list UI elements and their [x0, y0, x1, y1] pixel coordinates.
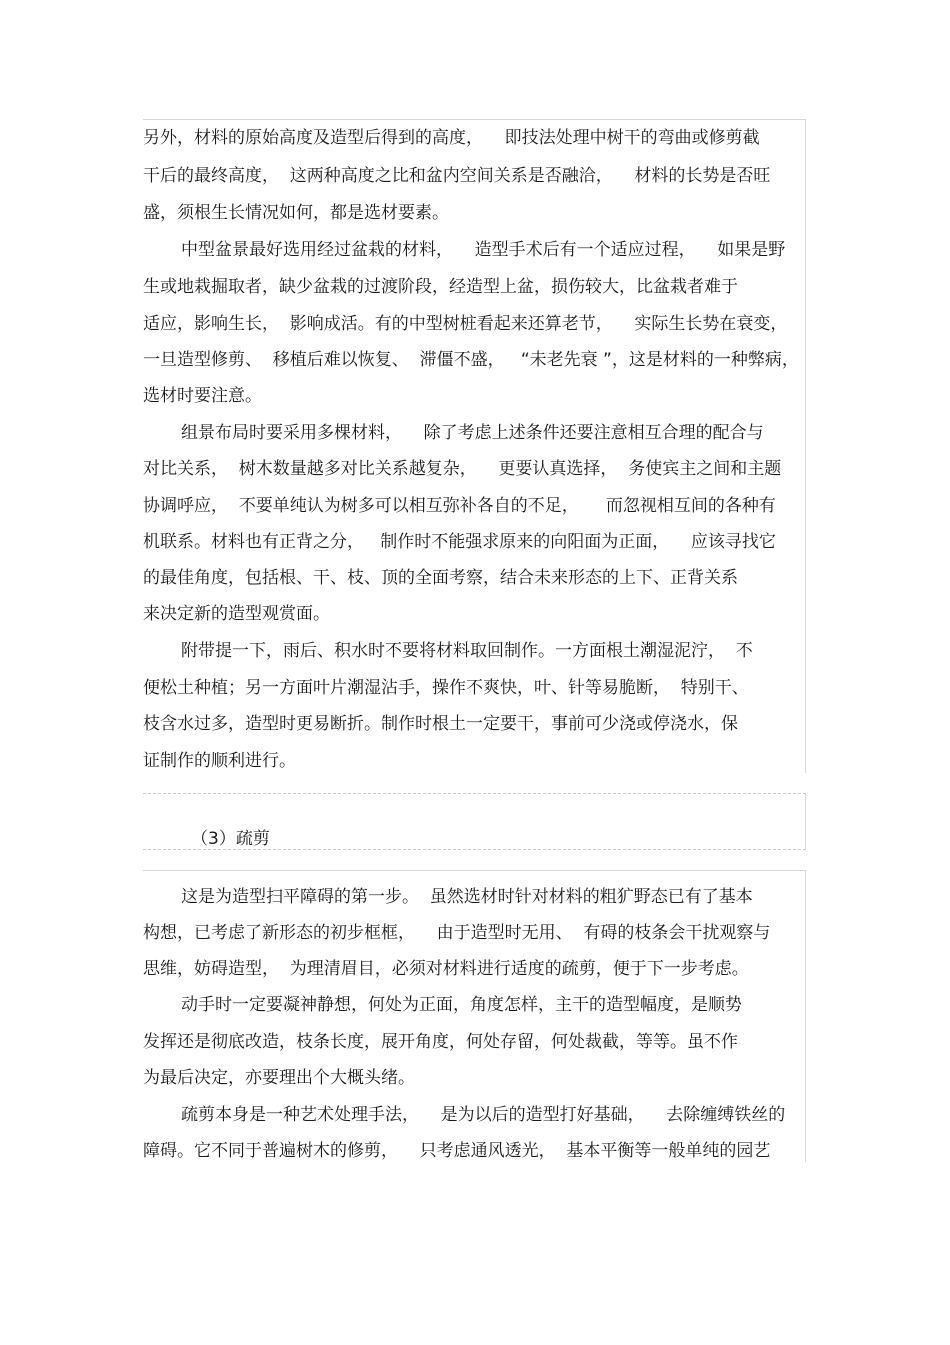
text-line: 的最佳角度，包括根、干、枝、顶的全面考察，结合未来形态的上下、正背关系: [143, 568, 738, 588]
text-line: 思维，妨碍造型， 为理清眉目，必须对材料进行适度的疏剪，便于下一步考虑。: [143, 959, 749, 979]
text-line: 证制作的顺利进行。: [143, 751, 296, 771]
text-line: 为最后决定，亦要理出个大概头绪。: [143, 1068, 415, 1088]
text-line: 选材时要注意。: [143, 386, 262, 406]
text-line: 生或地栽掘取者，缺少盆栽的过渡阶段，经造型上盆，损伤较大，比盆栽者难于: [143, 277, 738, 297]
text-line: 发挥还是彻底改造，枝条长度，展开角度，何处存留，何处裁截，等等。虽不作: [143, 1032, 738, 1052]
text-line: 中型盆景最好选用经过盆栽的材料， 造型手术后有一个适应过程， 如果是野: [181, 240, 786, 260]
text-line: 来决定新的造型观赏面。: [143, 604, 330, 624]
text-line: 机联系。材料也有正背之分， 制作时不能强求原来的向阳面为正面， 应该寻找它: [143, 532, 776, 552]
text-line: 组景布局时要采用多棵材料， 除了考虑上述条件还要注意相互合理的配合与: [181, 423, 764, 443]
text-line: 盛，须根生长情况如何，都是选材要素。: [143, 203, 449, 223]
text-block-2: [143, 870, 806, 1162]
text-line: 疏剪本身是一种艺术处理手法， 是为以后的造型打好基础， 去除缠缚铁丝的: [181, 1105, 786, 1125]
text-line: 适应，影响生长， 影响成活。有的中型树桩看起来还算老节， 实际生长势在衰变，: [143, 314, 788, 334]
text-line: 干后的最终高度， 这两种高度之比和盆内空间关系是否融洽， 材料的长势是否旺: [143, 166, 771, 186]
text-line: 对比关系， 树木数量越多对比关系越复杂， 更要认真选择， 务使宾主之间和主题: [143, 459, 782, 479]
text-line: 另外，材料的原始高度及造型后得到的高度， 即技法处理中树干的弯曲或修剪截: [143, 128, 760, 148]
text-line: 这是为造型扫平障碍的第一步。 虽然选材时针对材料的粗犷野态已有了基本: [181, 887, 753, 907]
text-block-1: [143, 119, 806, 773]
section-heading-box: [143, 793, 806, 850]
text-line: 一旦造型修剪、 移植后难以恢复、 滞僵不盛， “未老先衰 ”，这是材料的一种弊病，: [143, 350, 799, 370]
text-line: 枝含水过多，造型时更易断折。制作时根土一定要干，事前可少浇或停浇水，保: [143, 714, 738, 734]
text-line: 协调呼应， 不要单纯认为树多可以相互弥补各自的不足， 而忽视相互间的各种有: [143, 496, 776, 516]
text-line: 动手时一定要凝神静想，何处为正面，角度怎样，主干的造型幅度，是顺势: [181, 995, 742, 1015]
text-line: 构想，已考虑了新形态的初步框框， 由于造型时无用、 有碍的枝条会干扰观察与: [143, 923, 771, 943]
text-line: 障碍。它不同于普遍树木的修剪， 只考虑通风透光， 基本平衡等一般单纯的园艺: [143, 1141, 771, 1161]
text-line: 便松土种植；另一方面叶片潮湿沾手，操作不爽快，叶、针等易脆断， 特别干、: [143, 678, 749, 698]
text-line: 附带提一下，雨后、积水时不要将材料取回制作。一方面根土潮湿泥泞， 不: [181, 641, 753, 661]
section-heading: （3）疏剪: [191, 829, 270, 849]
